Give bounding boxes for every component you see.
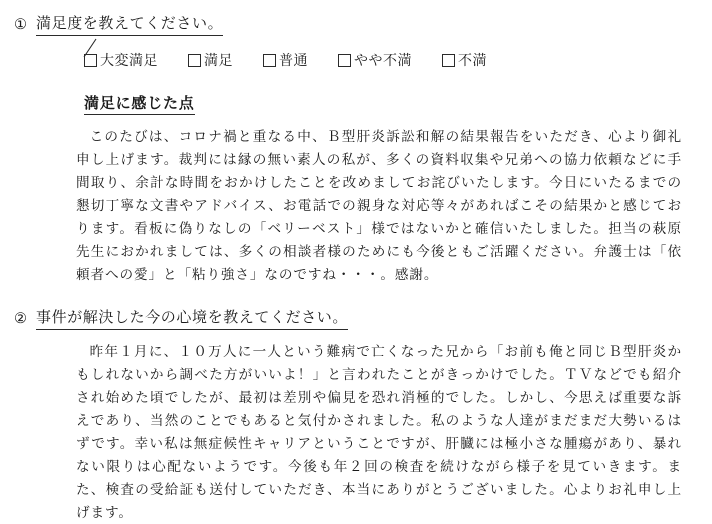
satisfaction-reason-heading: 満足に感じた点: [84, 92, 195, 115]
question-2-answer: 昨年１月に、１０万人に一人という難病で亡くなった兄から「お前も俺と同じＢ型肝炎かもしれないから調べた方がいいよ！」と言われたことがきっかけでした。ＴＶなどでも紹介され始めた頃でしたが、最初は差別や偏見を恐れ消極的でした。しかし、今思えば重要な訴えであり、当然のことでもあると気付かされました。私のような人達がまだまだ大勢いるはずです。幸い私は無症候性キャリアということですが、肝臓には極小さな腫瘍があり、暴れない限りは心配ないようです。今後も年２回の検査を続けながら様子を見ていきます。また、検査の受給証も送付していただき、本当にありがとうございました。心よりお礼申し上げます。: [76, 344, 682, 520]
choice-label-neutral: 普通: [279, 54, 308, 69]
choice-somewhat-dissatisfied[interactable]: [338, 50, 412, 70]
question-1-text: 満足度を教えてください。: [36, 14, 223, 36]
question-1-number: ①: [14, 17, 27, 33]
question-1-answer: このたびは、コロナ禍と重なる中、Ｂ型肝炎訴訟和解の結果報告をいただき、心より御礼申し上げます。裁判には縁の無い素人の私が、多くの資料収集や兄弟への協力依頼などに手間取り、余計な時間をおかけしたことを改めましてお詫びいたします。今日にいたるまでの懇切丁寧な文書やアドバイス、お電話での親身な対応等々があればこその結果かと感じております。看板に偽りなしの「ベリーベスト」様ではないかと確信いたしました。担当の萩原先生におかれましては、多くの相談者様のためにも今後ともご活躍ください。弁護士は「依頼者への愛」と「粘り強さ」なのですね・・・。感謝。: [76, 129, 682, 282]
question-2: [14, 308, 690, 330]
checkbox-neutral[interactable]: [263, 54, 276, 67]
checkbox-dissatisfied[interactable]: [442, 54, 455, 67]
question-2-number: ②: [14, 311, 27, 327]
choice-label-very-satisfied: 大変満足: [100, 54, 158, 69]
choice-very-satisfied[interactable]: [84, 50, 158, 70]
satisfaction-choices: [84, 50, 690, 70]
question-1: [14, 14, 690, 36]
choice-label-dissatisfied: 不満: [458, 54, 487, 69]
choice-dissatisfied[interactable]: [442, 50, 487, 70]
choice-label-satisfied: 満足: [204, 54, 233, 69]
choice-label-somewhat-dissatisfied: やや不満: [354, 54, 412, 69]
choice-satisfied[interactable]: [188, 50, 233, 70]
choice-neutral[interactable]: [263, 50, 308, 70]
checkbox-very-satisfied[interactable]: [84, 54, 97, 67]
question-2-text: 事件が解決した今の心境を教えてください。: [36, 308, 348, 330]
subheading-wrap: [14, 70, 690, 115]
checkbox-somewhat-dissatisfied[interactable]: [338, 54, 351, 67]
checkbox-satisfied[interactable]: [188, 54, 201, 67]
